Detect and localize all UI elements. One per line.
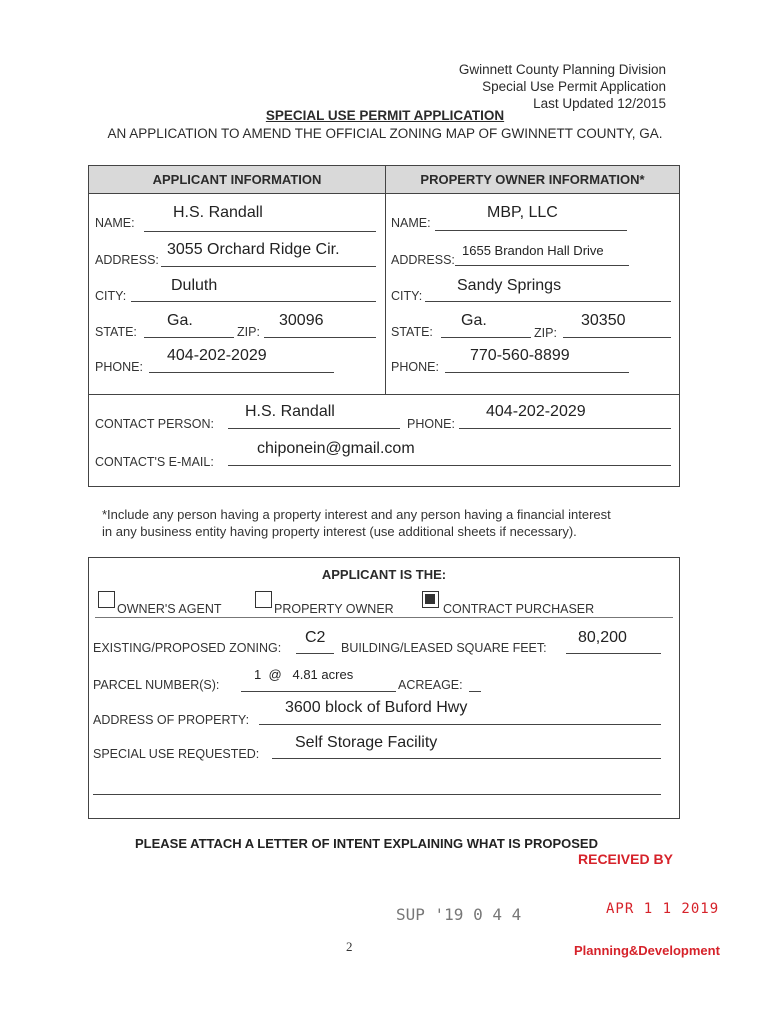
sqft-line [566, 653, 661, 654]
row-divider [89, 394, 679, 395]
acreage-label: ACREAGE: [398, 678, 463, 692]
applicant-phone[interactable]: 404-202-2029 [167, 347, 267, 364]
sqft-value[interactable]: 80,200 [578, 629, 627, 646]
contact-email[interactable]: chiponein@gmail.com [257, 440, 415, 457]
page-number: 2 [346, 939, 353, 954]
contact-phone-label: PHONE: [407, 417, 455, 431]
owner-name-label: NAME: [391, 216, 431, 230]
case-number-stamp: SUP '19 0 4 4 [396, 905, 522, 924]
applicant-city-label: CITY: [95, 289, 127, 303]
contract-purchaser-label: CONTRACT PURCHASER [443, 602, 595, 616]
owner-zip-line [563, 337, 671, 338]
owner-state-label: STATE: [391, 325, 433, 339]
owner-zip-label: ZIP: [534, 326, 557, 340]
contact-email-line [228, 465, 671, 466]
special-use[interactable]: Self Storage Facility [295, 734, 438, 751]
parcel-line [241, 691, 396, 692]
property-address[interactable]: 3600 block of Buford Hwy [285, 699, 468, 716]
applicant-city[interactable]: Duluth [171, 277, 218, 294]
footnote [102, 506, 702, 540]
attach-note: PLEASE ATTACH A LETTER OF INTENT EXPLAINING WHAT IS PROPOSED [135, 836, 598, 851]
zoning-label: EXISTING/PROPOSED ZONING: [93, 641, 282, 655]
owner-city[interactable]: Sandy Springs [457, 277, 562, 294]
header-form-name: Special Use Permit Application [482, 79, 666, 94]
applicant-zip[interactable]: 30096 [279, 312, 324, 329]
applicant-name[interactable]: H.S. Randall [173, 204, 263, 221]
received-date-stamp: APR 1 1 2019 [606, 901, 720, 917]
contract-purchaser-checkbox[interactable] [422, 591, 439, 608]
options-divider [95, 617, 673, 618]
owner-city-label: CITY: [391, 289, 423, 303]
applicant-phone-label: PHONE: [95, 360, 143, 374]
department-stamp: Planning&Development [574, 943, 720, 958]
applicant-state-line [144, 337, 234, 338]
applicant-name-line [144, 231, 376, 232]
column-divider [385, 166, 386, 394]
owner-state-line [441, 337, 531, 338]
owner-address-label: ADDRESS: [391, 253, 455, 267]
owners-agent-label: OWNER'S AGENT [117, 602, 222, 616]
contact-person-line [228, 428, 400, 429]
applicant-name-label: NAME: [95, 216, 135, 230]
applicant-city-line [131, 301, 376, 302]
applicant-address[interactable]: 3055 Orchard Ridge Cir. [167, 241, 340, 258]
applicant-state-label: STATE: [95, 325, 137, 339]
applicant-heading: APPLICANT INFORMATION [89, 166, 385, 194]
zoning-value[interactable]: C2 [305, 629, 326, 646]
property-address-line [259, 724, 661, 725]
applicant-zip-label: ZIP: [237, 325, 260, 339]
applicant-phone-line [149, 372, 334, 373]
contact-phone[interactable]: 404-202-2029 [486, 403, 586, 420]
applicant-is-heading: APPLICANT IS THE: [321, 567, 447, 582]
contact-person[interactable]: H.S. Randall [245, 403, 335, 420]
sqft-label: BUILDING/LEASED SQUARE FEET: [341, 641, 547, 655]
owners-agent-checkbox[interactable] [98, 591, 115, 608]
footnote-line2: in any business entity having property interest (use additional sheets if necessary). [102, 524, 577, 539]
applicant-state[interactable]: Ga. [167, 312, 193, 329]
owner-phone-line [445, 372, 629, 373]
property-address-label: ADDRESS OF PROPERTY: [93, 713, 250, 727]
parcel-value[interactable]: 1 @ 4.81 acres [254, 667, 354, 682]
form-subtitle: AN APPLICATION TO AMEND THE OFFICIAL ZONING MAP OF GWINNETT COUNTY, GA. [107, 126, 663, 141]
applicant-is-box [88, 557, 680, 819]
parcel-label: PARCEL NUMBER(S): [93, 678, 220, 692]
form-title: SPECIAL USE PERMIT APPLICATION [265, 108, 505, 123]
owner-name-line [435, 230, 627, 231]
owner-state[interactable]: Ga. [461, 312, 487, 329]
extra-line [93, 794, 661, 795]
owner-phone[interactable]: 770-560-8899 [470, 347, 570, 364]
zoning-line [296, 653, 334, 654]
owner-heading: PROPERTY OWNER INFORMATION* [386, 166, 679, 194]
contact-phone-line [459, 428, 671, 429]
footnote-line1: *Include any person having a property interest and any person having a financial interest [102, 507, 611, 522]
header-division: Gwinnett County Planning Division [458, 62, 666, 77]
acreage-line [469, 691, 481, 692]
owner-city-line [425, 301, 671, 302]
special-use-label: SPECIAL USE REQUESTED: [93, 747, 260, 761]
applicant-address-label: ADDRESS: [95, 253, 159, 267]
owner-phone-label: PHONE: [391, 360, 439, 374]
info-table [88, 165, 680, 487]
contact-person-label: CONTACT PERSON: [95, 417, 214, 431]
header [459, 61, 666, 112]
contact-email-label: CONTACT'S E-MAIL: [95, 455, 214, 469]
applicant-address-line [161, 266, 376, 267]
property-owner-label: PROPERTY OWNER [274, 602, 394, 616]
owner-address[interactable]: 1655 Brandon Hall Drive [462, 243, 604, 258]
property-owner-checkbox[interactable] [255, 591, 272, 608]
applicant-zip-line [264, 337, 376, 338]
special-use-line [272, 758, 661, 759]
received-stamp: RECEIVED BY [578, 851, 673, 867]
header-updated: Last Updated 12/2015 [533, 96, 666, 111]
owner-name[interactable]: MBP, LLC [487, 204, 558, 221]
owner-address-line [455, 265, 629, 266]
owner-zip[interactable]: 30350 [581, 312, 626, 329]
